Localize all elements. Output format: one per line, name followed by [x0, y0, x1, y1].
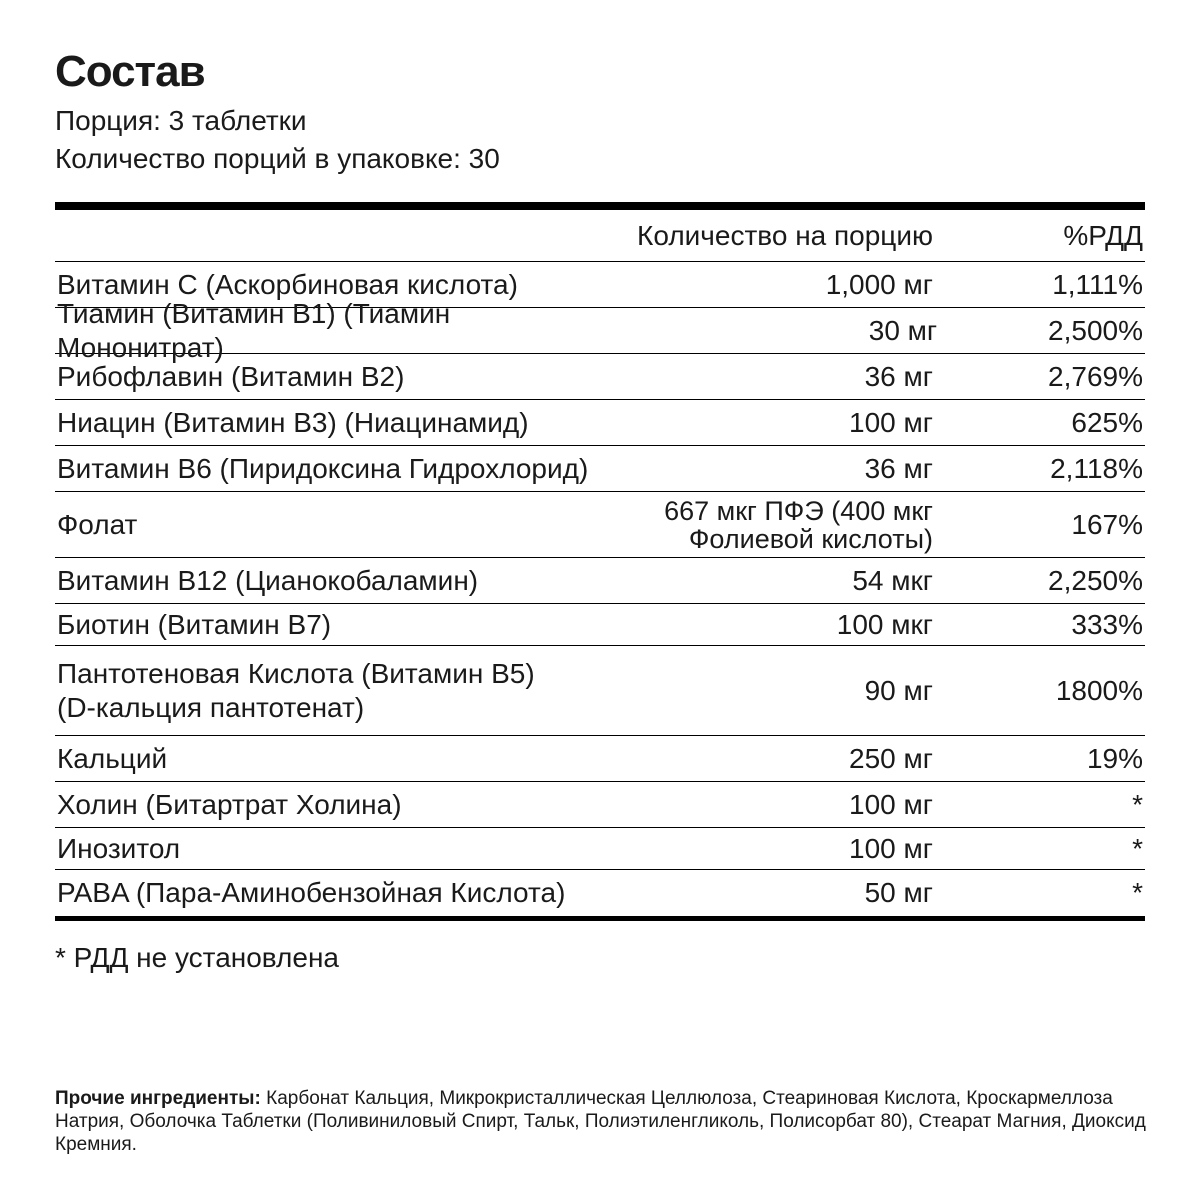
page-title: Состав: [55, 47, 205, 96]
amount-per-serving: 100 мкг: [836, 608, 933, 640]
portion-size: Порция: 3 таблетки: [55, 105, 307, 136]
rdd-percent: 2,769%: [1048, 360, 1143, 392]
table-row: [55, 828, 1145, 870]
amount-per-serving: 30 мг: [868, 314, 938, 346]
amount-per-serving: 36 мг: [864, 452, 933, 484]
amount-per-serving: 1,000 мг: [825, 268, 933, 300]
portions-per-pack: Количество порций в упаковке: 30: [55, 143, 500, 174]
nutrient-name: Биотин (Витамин В7): [57, 608, 332, 640]
table-row: [55, 446, 1145, 492]
other-ingredients-text: Карбонат Кальция, Микрокристаллическая Целлюлоза, Стеариновая Кислота, Кроскармеллоза Натрия, Оболочка Таблетки (Поливиниловый Спирт, Тальк, Полиэтиленгликоль, Полисорбат 80), Стеарат Магния, Диоксид Кремния.: [55, 1088, 1146, 1155]
table-row: [55, 604, 1145, 646]
amount-per-serving: 90 мг: [864, 674, 933, 706]
composition-table: [55, 202, 1145, 921]
nutrient-name: Витамин С (Аскорбиновая кислота): [57, 268, 518, 300]
rdd-percent: 625%: [1071, 406, 1143, 438]
other-ingredients: [55, 1087, 1155, 1156]
table-row: [55, 736, 1145, 782]
rdd-percent: *: [1132, 788, 1143, 820]
table-row: [55, 492, 1145, 558]
rdd-percent: 333%: [1071, 608, 1143, 640]
nutrient-name: Пантотеновая Кислота (Витамин В5) (D-кальция пантотенат): [57, 657, 535, 723]
amount-per-serving: 667 мкг ПФЭ (400 мкг Фолиевой кислоты): [664, 495, 933, 554]
amount-per-serving: 54 мкг: [852, 564, 933, 596]
nutrient-name: Рибофлавин (Витамин В2): [57, 360, 405, 392]
rdd-percent: 2,250%: [1048, 564, 1143, 596]
footnote: * РДД не установлена: [55, 942, 339, 973]
rdd-percent: 1800%: [1055, 674, 1143, 706]
amount-per-serving: 36 мг: [864, 360, 933, 392]
other-ingredients-label: Прочие ингредиенты:: [55, 1088, 261, 1109]
table-row: [55, 646, 1145, 736]
rdd-percent: *: [1132, 877, 1143, 908]
rdd-percent: 167%: [1071, 508, 1143, 540]
nutrient-name: Ниацин (Витамин В3) (Ниацинамид): [57, 406, 529, 438]
table-row: [55, 400, 1145, 446]
rdd-percent: 2,500%: [1048, 314, 1143, 346]
table-row: [55, 782, 1145, 828]
nutrient-name: Холин (Битартрат Холина): [57, 788, 402, 820]
nutrient-name: Кальций: [57, 742, 168, 774]
nutrient-name: Инозитол: [57, 832, 181, 864]
nutrient-name: Тиамин (Витамин В1) (Тиамин Мононитрат): [57, 297, 451, 363]
serving-info: [55, 102, 500, 178]
table-header: [55, 210, 1145, 262]
header-rdd: %РДД: [1063, 219, 1143, 251]
amount-per-serving: 100 мг: [849, 832, 933, 864]
table-row: [55, 558, 1145, 604]
nutrient-name: Витамин В12 (Цианокобаламин): [57, 564, 479, 596]
table-row: [55, 870, 1145, 916]
amount-per-serving: 250 мг: [849, 742, 933, 774]
nutrient-name: PABA (Пара-Аминобензойная Кислота): [57, 877, 566, 908]
nutrient-name: Фолат: [57, 508, 138, 540]
amount-per-serving: 100 мг: [849, 406, 933, 438]
header-amount: Количество на порцию: [637, 219, 933, 251]
rdd-percent: *: [1132, 832, 1143, 864]
table-row: [55, 354, 1145, 400]
rdd-percent: 2,118%: [1050, 452, 1143, 484]
nutrient-name: Витамин В6 (Пиридоксина Гидрохлорид): [57, 452, 589, 484]
rdd-percent: 19%: [1086, 742, 1143, 774]
rdd-percent: 1,111%: [1052, 268, 1143, 300]
amount-per-serving: 100 мг: [849, 788, 933, 820]
amount-per-serving: 50 мг: [864, 877, 933, 908]
table-row: [55, 297, 1145, 363]
